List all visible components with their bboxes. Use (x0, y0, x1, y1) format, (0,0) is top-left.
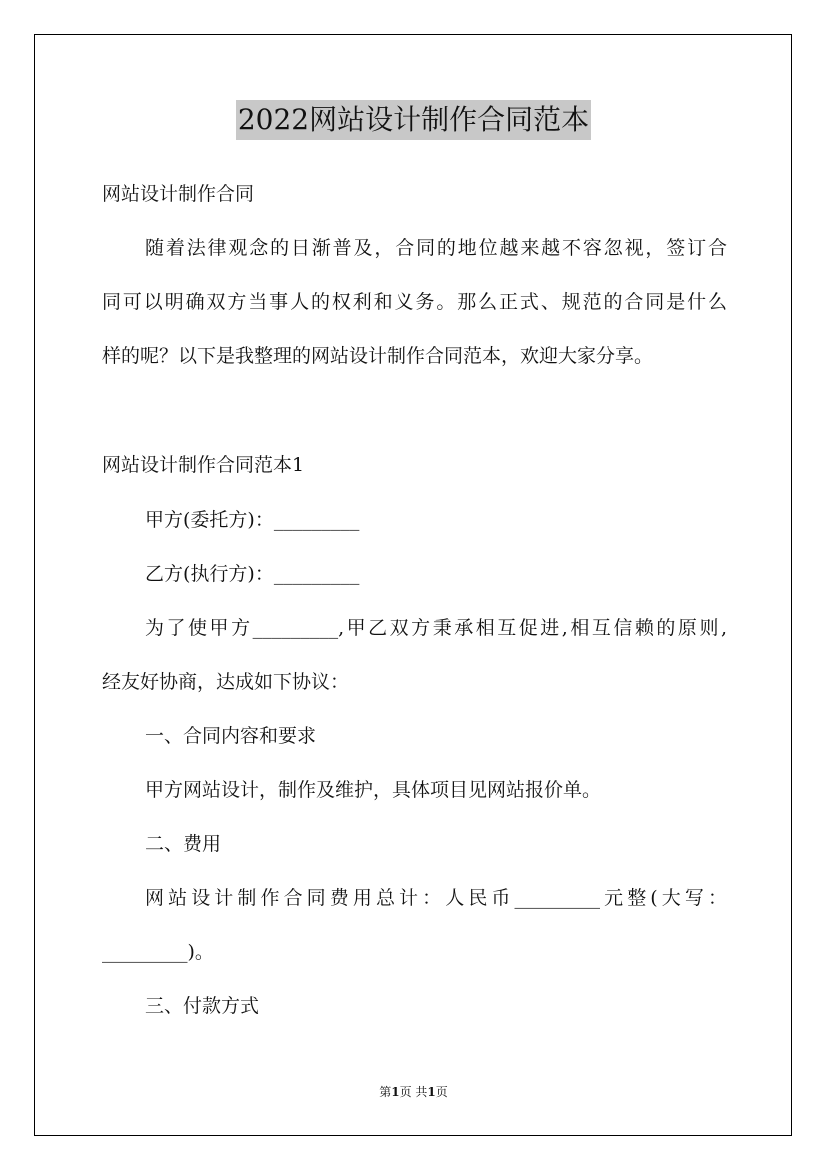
intro-line-1: 随着法律观念的日渐普及，合同的地位越来越不容忽视，签订合 (145, 237, 727, 259)
party-b-line: 乙方(执行方)：_________ (145, 563, 360, 585)
intro-line-3: 样的呢？以下是我整理的网站设计制作合同范本，欢迎大家分享。 (102, 345, 654, 367)
intro-line-2: 同可以明确双方当事人的权利和义务。那么正式、规范的合同是什么 (102, 291, 727, 313)
page-footer (0, 1083, 827, 1101)
clause-1-heading: 一、合同内容和要求 (145, 725, 317, 747)
footer-page-total: 1 (427, 1085, 436, 1099)
footer-page-prefix: 第 (379, 1085, 392, 1099)
purpose-line-2: 经友好协商，达成如下协议： (102, 671, 350, 693)
purpose-line-1: 为了使甲方_________,甲乙双方秉承相互促进,相互信赖的原则, (145, 617, 727, 639)
section-heading-template-1: 网站设计制作合同范本1 (102, 454, 305, 476)
clause-1-body: 甲方网站设计，制作及维护，具体项目见网站报价单。 (145, 779, 602, 801)
clause-3-heading: 三、付款方式 (145, 995, 260, 1017)
footer-page-suffix: 页 (435, 1085, 448, 1099)
contract-heading: 网站设计制作合同 (102, 183, 255, 205)
clause-2-body-line-1: 网站设计制作合同费用总计：人民币_________元整(大写： (145, 887, 727, 909)
clause-2-heading: 二、费用 (145, 833, 222, 855)
title-container (0, 100, 827, 140)
party-a-line: 甲方(委托方)：_________ (145, 509, 360, 531)
document-title: 2022网站设计制作合同范本 (236, 100, 591, 140)
clause-2-body-line-2: _________)。 (102, 941, 214, 963)
footer-page-mid: 页 共 (399, 1085, 428, 1099)
footer-page-current: 1 (391, 1085, 400, 1099)
